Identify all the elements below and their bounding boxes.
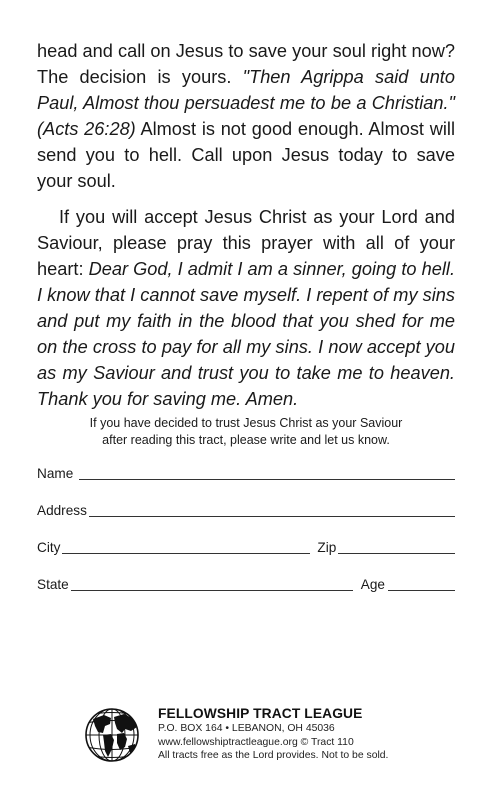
address-field[interactable]	[89, 515, 455, 517]
paragraph-decision-text-a: head and call on Jesus to save your soul right now? The decision is yours.	[37, 41, 455, 87]
invitation-line-1: If you have decided to trust Jesus Christ as your Saviour	[89, 416, 403, 430]
invitation-line-2: after reading this tract, please write and let us know.	[102, 433, 390, 447]
name-label: Name	[37, 466, 74, 481]
publisher-website: www.fellowshiptractleague.org © Tract 110	[158, 736, 354, 748]
state-age-row	[37, 573, 455, 593]
paragraph-decision-text-b: Almost is not good enough. Almost will send you to hell. Call upon Jesus today to save your soul.	[37, 119, 455, 191]
name-field[interactable]	[79, 478, 455, 480]
publisher-info	[158, 705, 458, 763]
address-row	[37, 499, 455, 519]
salvation-prayer: Dear God, I admit I am a sinner, going to hell. I know that I cannot save myself. I repent of my sins and put my faith in the blood that you shed for me on the cross to pay for all my sins. I now accept you as my Saviour and trust you to take me to heaven. Thank you for saving me. Amen.	[37, 259, 455, 409]
city-zip-row	[37, 536, 455, 556]
publisher-address: P.O. BOX 164 • LEBANON, OH 45036	[158, 723, 335, 734]
city-field[interactable]	[62, 552, 310, 554]
zip-label: Zip	[317, 540, 337, 555]
age-label: Age	[360, 577, 385, 592]
paragraph-prayer-intro: If you will accept Jesus Christ as your Lord and Saviour, please pray this prayer with all of your heart:	[37, 207, 455, 279]
globe-logo-icon	[84, 707, 140, 763]
publisher-note: All tracts free as the Lord provides. Not to be sold.	[158, 750, 389, 761]
state-label: State	[37, 577, 69, 592]
name-row	[37, 462, 455, 482]
paragraph-prayer	[37, 204, 455, 412]
scripture-quote: "Then Agrippa said unto Paul, Almost thou persuadest me to be a Christian." (Acts 26:28)	[37, 67, 455, 139]
state-field[interactable]	[71, 589, 353, 591]
publisher-name: FELLOWSHIP TRACT LEAGUE	[158, 706, 363, 721]
response-invitation	[37, 415, 455, 449]
address-label: Address	[37, 503, 87, 518]
city-label: City	[37, 540, 61, 555]
zip-field[interactable]	[338, 552, 455, 554]
tract-body	[37, 38, 455, 412]
paragraph-decision	[37, 38, 455, 194]
age-field[interactable]	[388, 589, 455, 591]
